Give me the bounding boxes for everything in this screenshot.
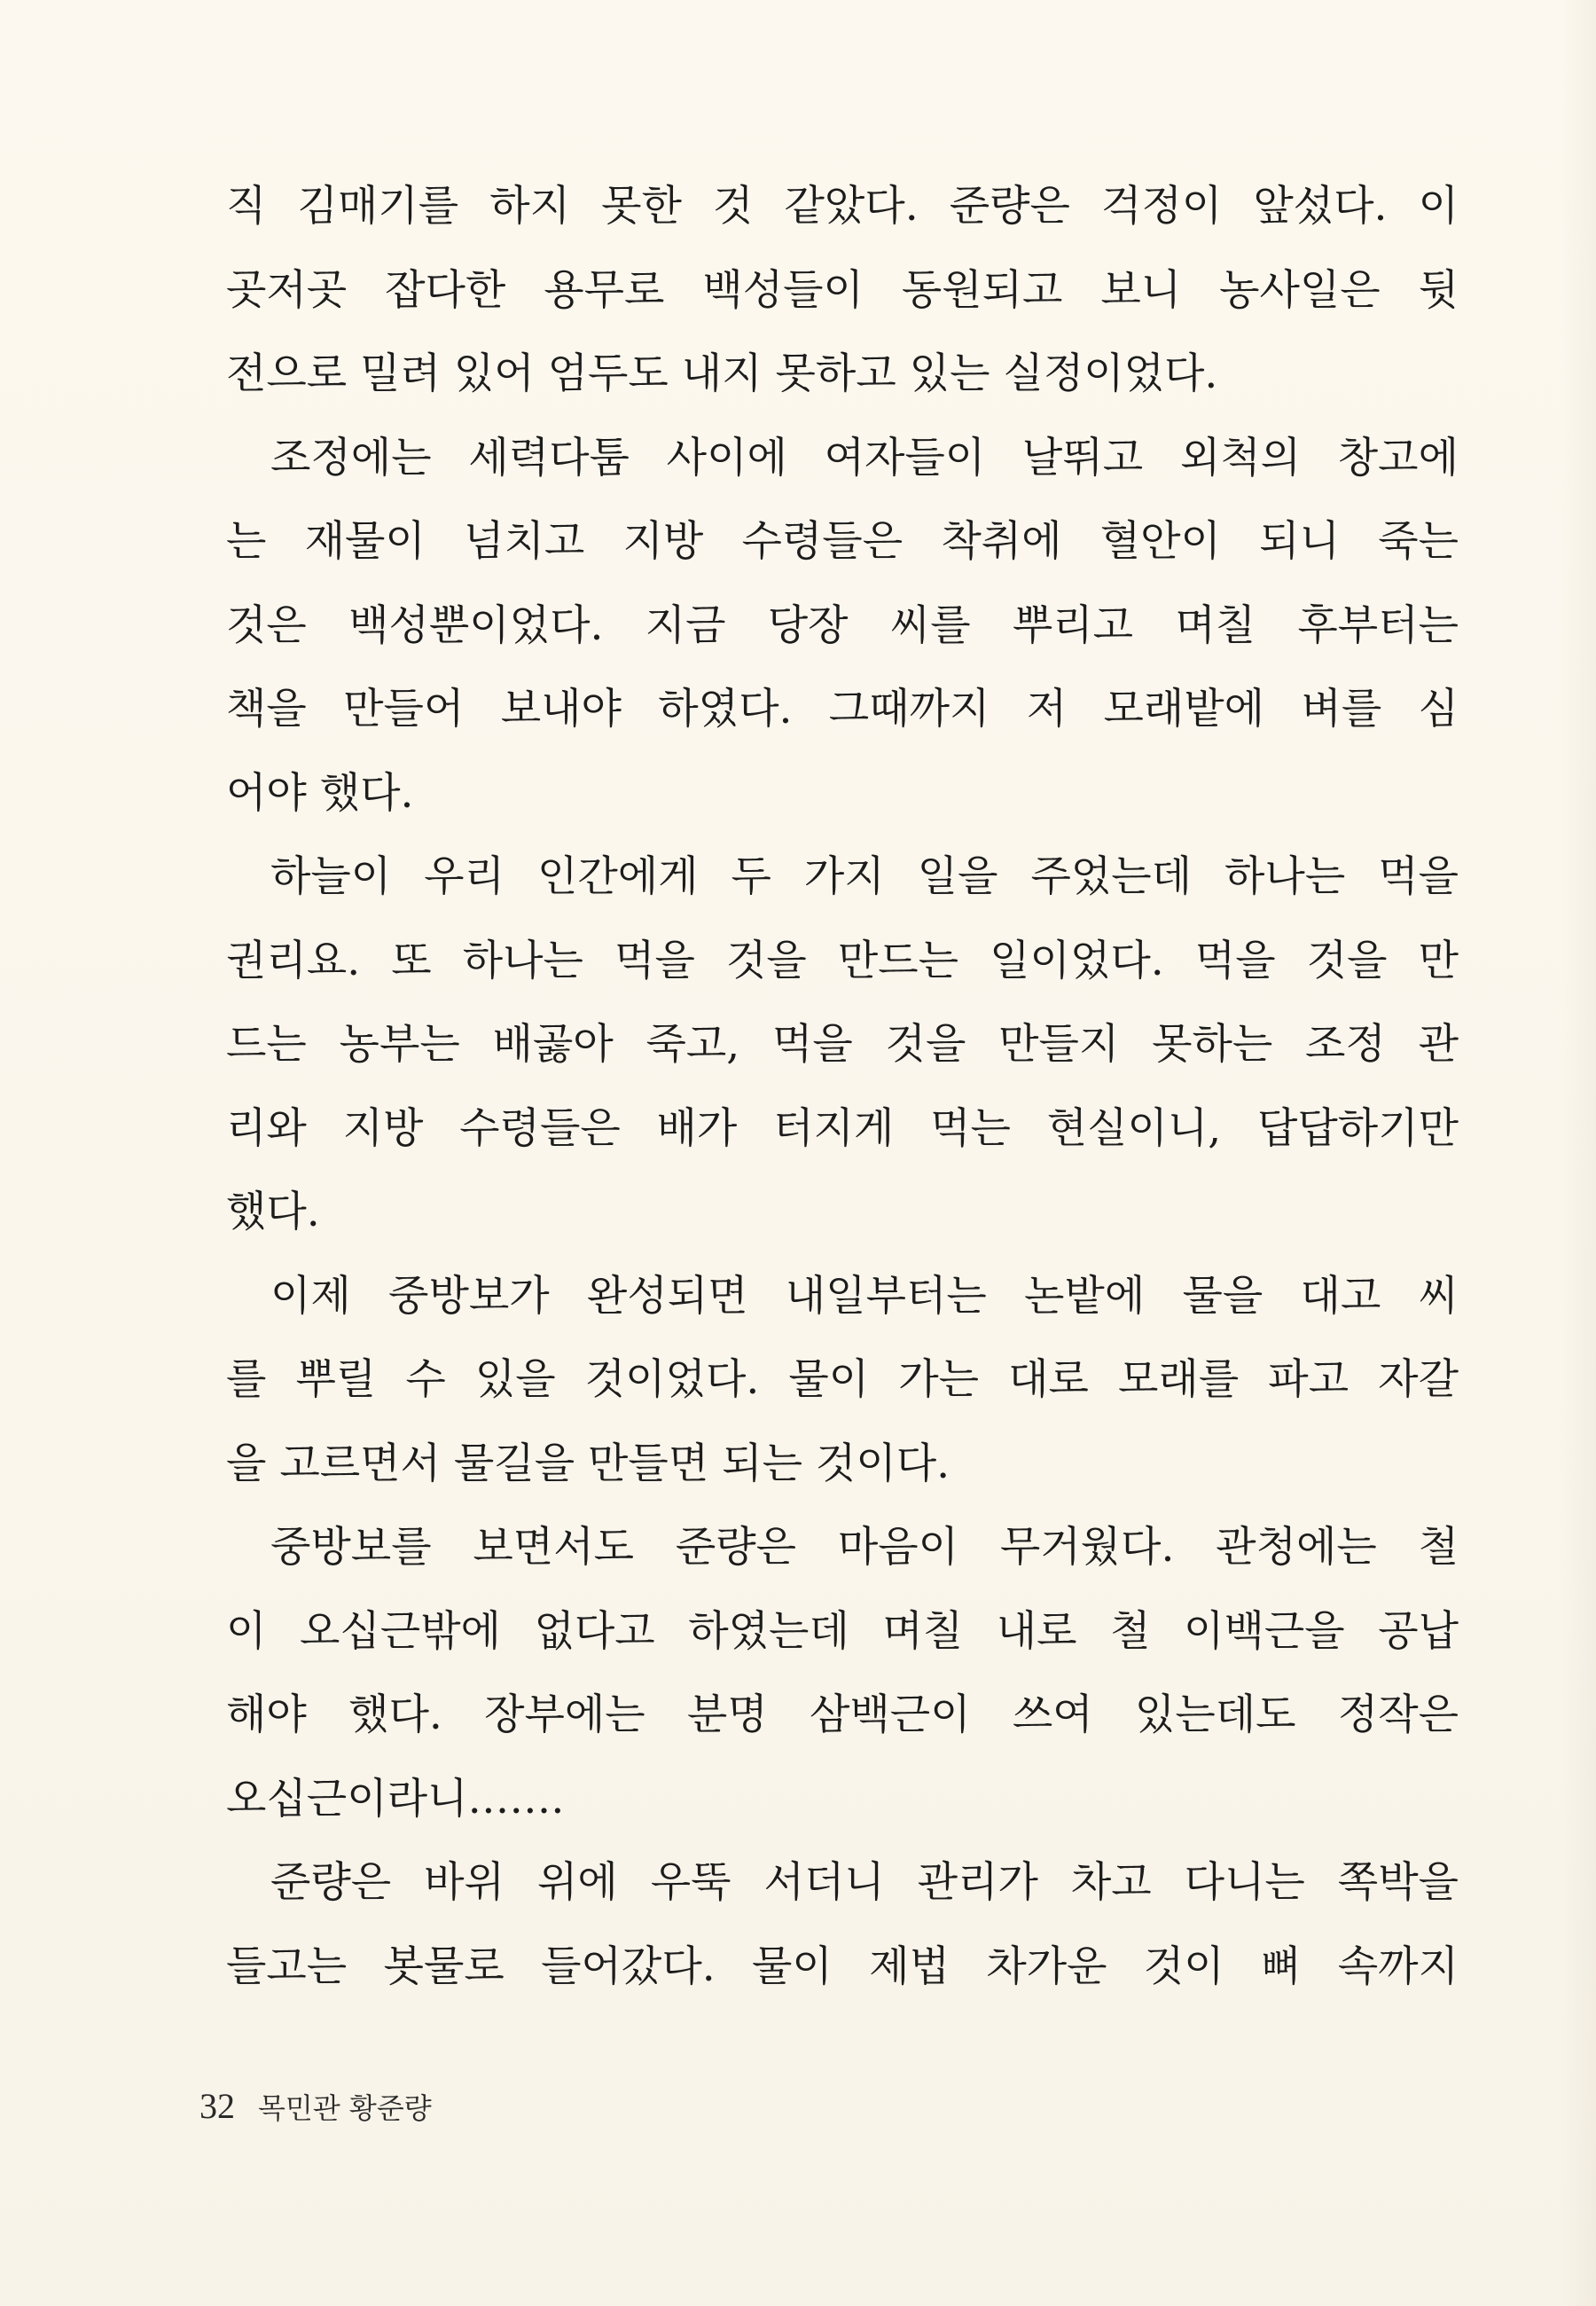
text-line: 했다. bbox=[226, 1188, 320, 1236]
text-line: 책을 만들어 보내야 하였다. 그때까지 저 모래밭에 벼를 심 bbox=[226, 685, 1459, 733]
text-line: 전으로 밀려 있어 엄두도 내지 못하고 있는 실정이었다. bbox=[226, 349, 1218, 398]
text-line: 을 고르면서 물길을 만들면 되는 것이다. bbox=[226, 1439, 951, 1488]
text-line: 해야 했다. 장부에는 분명 삼백근이 쓰여 있는데도 정작은 bbox=[226, 1690, 1459, 1739]
text-line: 리와 지방 수령들은 배가 터지게 먹는 현실이니, 답답하기만 bbox=[226, 1103, 1459, 1153]
body-text bbox=[226, 165, 1459, 2009]
text-line: 는 재물이 넘치고 지방 수령들은 착취에 혈안이 되니 죽는 bbox=[226, 517, 1459, 566]
paragraph-first-line: 하늘이 우리 인간에게 두 가지 일을 주었는데 하나는 먹을 bbox=[270, 852, 1459, 901]
text-line: 어야 했다. bbox=[226, 768, 414, 818]
text-line: 를 뿌릴 수 있을 것이었다. 물이 가는 대로 모래를 파고 자갈 bbox=[226, 1355, 1459, 1404]
text-line: 들고는 봇물로 들어갔다. 물이 제법 차가운 것이 뼈 속까지 bbox=[226, 1941, 1459, 1991]
text-line: 것은 백성뿐이었다. 지금 당장 씨를 뿌리고 며칠 후부터는 bbox=[226, 600, 1459, 650]
paragraph-first-line: 조정에는 세력다툼 사이에 여자들이 날뛰고 외척의 창고에 bbox=[270, 433, 1459, 482]
text-line: 오십근이라니……. bbox=[226, 1774, 565, 1824]
paragraph-first-line: 준량은 바위 위에 우뚝 서더니 관리가 차고 다니는 쪽박을 bbox=[270, 1858, 1459, 1907]
paragraph-first-line: 이제 중방보가 완성되면 내일부터는 논밭에 물을 대고 씨 bbox=[270, 1271, 1459, 1321]
text-line: 곳저곳 잡다한 용무로 백성들이 동원되고 보니 농사일은 뒷 bbox=[226, 265, 1459, 315]
text-line: 이 오십근밖에 없다고 하였는데 며칠 내로 철 이백근을 공납 bbox=[226, 1606, 1459, 1656]
page-edge-shadow bbox=[1561, 0, 1596, 2306]
text-line: 권리요. 또 하나는 먹을 것을 만드는 일이었다. 먹을 것을 만 bbox=[226, 936, 1459, 985]
paragraph-first-line: 중방보를 보면서도 준량은 마음이 무거웠다. 관청에는 철 bbox=[270, 1523, 1459, 1572]
text-line: 드는 농부는 배곯아 죽고, 먹을 것을 만들지 못하는 조정 관 bbox=[226, 1020, 1459, 1069]
text-line: 직 김매기를 하지 못한 것 같았다. 준량은 걱정이 앞섰다. 이 bbox=[226, 182, 1459, 231]
running-title: 목민관 황준량 bbox=[258, 2091, 432, 2125]
page-number: 32 bbox=[200, 2086, 235, 2126]
page-footer bbox=[200, 2080, 432, 2133]
